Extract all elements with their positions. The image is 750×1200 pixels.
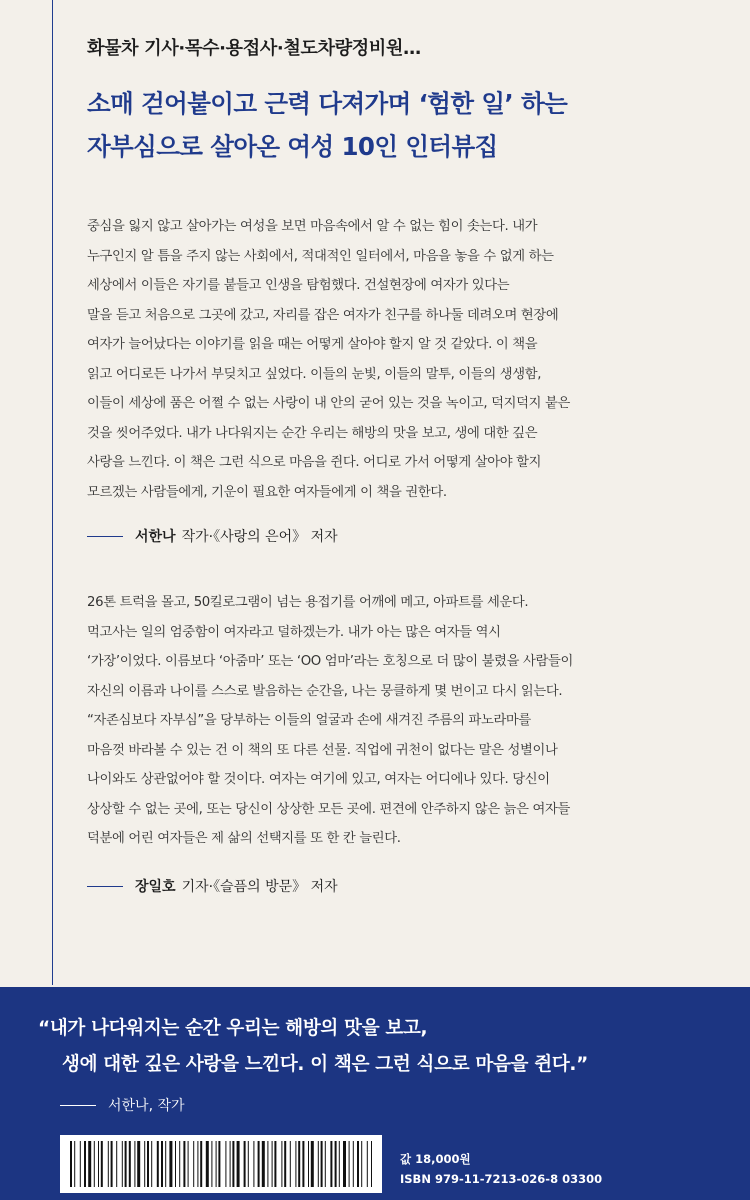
review-line: 모르겠는 사람들에게, 기운이 필요한 여자들에게 이 책을 권한다. bbox=[87, 484, 447, 500]
barcode-bar bbox=[129, 1141, 131, 1187]
review-line: 덕분에 어린 여자들은 제 삶의 선택지를 또 한 칸 늘린다. bbox=[87, 831, 401, 846]
barcode-bar bbox=[144, 1141, 145, 1187]
barcode-bar bbox=[197, 1141, 198, 1187]
barcode-bar bbox=[339, 1141, 340, 1187]
barcode-bar bbox=[272, 1141, 273, 1187]
review-line: 26톤 트럭을 몰고, 50킬로그램이 넘는 용접기를 어깨에 메고, 아파트를 세운다. bbox=[87, 595, 529, 610]
review-line: 읽고 어디로든 나가서 부딪치고 싶었다. 이들의 눈빛, 이들의 말투, 이들의 생생함, bbox=[87, 366, 542, 382]
barcode bbox=[60, 1135, 382, 1193]
kicker-text: 화물차 기사·목수·용접사·철도차량정비원… bbox=[87, 38, 421, 59]
barcode-bar bbox=[216, 1141, 217, 1187]
credit-dash bbox=[87, 536, 123, 537]
barcode-bar bbox=[101, 1141, 103, 1187]
barcode-bar bbox=[262, 1141, 265, 1187]
barcode-bar bbox=[125, 1141, 127, 1187]
barcode-bar bbox=[74, 1141, 75, 1187]
barcode-bar bbox=[321, 1141, 323, 1187]
barcode-bar bbox=[200, 1141, 202, 1187]
headline-line-2: 자부심으로 살아온 여성 10인 인터뷰집 bbox=[87, 132, 498, 161]
review-2-credit bbox=[87, 876, 338, 896]
barcode-bar bbox=[367, 1141, 368, 1187]
barcode-bar bbox=[274, 1141, 276, 1187]
review-line: 것을 씻어주었다. 내가 나다워지는 순간 우리는 해방의 맛을 보고, 생에 대한 깊은 bbox=[87, 425, 538, 441]
barcode-bar bbox=[94, 1141, 95, 1187]
barcode-bar bbox=[151, 1141, 152, 1187]
pull-quote-credit bbox=[60, 1095, 185, 1115]
review-1-body bbox=[87, 212, 707, 507]
barcode-bar bbox=[183, 1141, 185, 1187]
barcode-bar bbox=[302, 1141, 304, 1187]
barcode-bar bbox=[237, 1141, 240, 1187]
barcode-bar bbox=[98, 1141, 99, 1187]
quote-band bbox=[0, 987, 750, 1200]
pull-quote bbox=[38, 1011, 588, 1083]
price-info bbox=[400, 1149, 602, 1189]
barcode-bar bbox=[371, 1141, 372, 1187]
margin-rule bbox=[52, 0, 53, 985]
review-2-body bbox=[87, 588, 707, 854]
barcode-bar bbox=[161, 1141, 163, 1187]
barcode-bar bbox=[179, 1141, 180, 1187]
credit-role: 작가·《사랑의 은어》 저자 bbox=[181, 529, 338, 545]
barcode-bar bbox=[318, 1141, 319, 1187]
barcode-bar bbox=[175, 1141, 176, 1187]
barcode-bar bbox=[325, 1141, 326, 1187]
review-line: 마음껏 바라볼 수 있는 건 이 책의 또 다른 선물. 직업에 귀천이 없다는 말은 성별이나 bbox=[87, 742, 558, 758]
barcode-bar bbox=[157, 1141, 159, 1187]
barcode-bar bbox=[353, 1141, 354, 1187]
review-line: 자신의 이름과 나이를 스스로 발음하는 순간을, 나는 뭉클하게 몇 번이고 다시 읽는다. bbox=[87, 683, 563, 699]
barcode-bar bbox=[343, 1141, 346, 1187]
barcode-bar bbox=[80, 1141, 81, 1187]
barcode-bar bbox=[349, 1141, 350, 1187]
barcode-bar bbox=[361, 1141, 362, 1187]
barcode-bar bbox=[357, 1141, 359, 1187]
barcode-bar bbox=[308, 1141, 309, 1187]
review-line: 말을 듣고 처음으로 그곳에 갔고, 자리를 잡은 여자가 친구를 하나둘 데려오며 현장에 bbox=[87, 307, 559, 323]
barcode-bar bbox=[134, 1141, 135, 1187]
barcode-bar bbox=[137, 1141, 140, 1187]
review-line: 이들이 세상에 품은 어쩔 수 없는 사랑이 내 안의 굳어 있는 것을 녹이고, 덕지덕지 붙은 bbox=[87, 396, 570, 411]
barcode-bar bbox=[290, 1141, 291, 1187]
barcode-bar bbox=[230, 1141, 231, 1187]
credit-name: 장일호 bbox=[135, 879, 176, 895]
review-line: 세상에서 이들은 자기를 붙들고 인생을 탐험했다. 건설현장에 여자가 있다는 bbox=[87, 278, 510, 293]
barcode-bar bbox=[193, 1141, 194, 1187]
credit-dash bbox=[60, 1105, 96, 1106]
headline bbox=[87, 82, 707, 168]
barcode-bar bbox=[311, 1141, 314, 1187]
barcode-bar bbox=[108, 1141, 109, 1187]
pull-quote-line-2: 생에 대한 깊은 사랑을 느낀다. 이 책은 그런 식으로 마음을 쥔다.” bbox=[62, 1054, 588, 1075]
review-line: 누구인지 알 틈을 주지 않는 사회에서, 적대적인 일터에서, 마음을 놓을 수 없게 하는 bbox=[87, 248, 554, 264]
barcode-bar bbox=[284, 1141, 286, 1187]
barcode-bar bbox=[295, 1141, 296, 1187]
credit-name: 서한나 bbox=[135, 529, 176, 545]
barcode-bar bbox=[253, 1141, 254, 1187]
barcode-bar bbox=[244, 1141, 246, 1187]
barcode-bar bbox=[188, 1141, 189, 1187]
credit-role: 기자·《슬픔의 방문》 저자 bbox=[181, 879, 338, 895]
review-line: “자존심보다 자부심”을 당부하는 이들의 얼굴과 손에 새겨진 주름의 파노라마를 bbox=[87, 713, 531, 728]
barcode-bar bbox=[122, 1141, 123, 1187]
isbn-text: ISBN 979-11-7213-026-8 03300 bbox=[400, 1172, 603, 1186]
review-line: 사랑을 느낀다. 이 책은 그런 식으로 마음을 쥔다. 어디로 가서 어떻게 살아야 할지 bbox=[87, 455, 542, 470]
barcode-bar bbox=[116, 1141, 117, 1187]
pull-quote-credit-text: 서한나, 작가 bbox=[108, 1098, 185, 1114]
barcode-bar bbox=[225, 1141, 226, 1187]
review-line: ‘가장’이었다. 이름보다 ‘아줌마’ 또는 ‘OO 엄마’라는 호칭으로 더 많이 불렸을 사람들이 bbox=[87, 654, 573, 669]
review-1-credit bbox=[87, 526, 338, 546]
barcode-bar bbox=[281, 1141, 282, 1187]
barcode-bar bbox=[248, 1141, 249, 1187]
review-line: 여자가 늘어났다는 이야기를 읽을 때는 어떻게 살아야 할지 알 것 같았다. 이 책을 bbox=[87, 337, 538, 352]
price-text: 값 18,000원 bbox=[400, 1152, 471, 1166]
review-line: 중심을 잃지 않고 살아가는 여성을 보면 마음속에서 알 수 없는 힘이 솟는다. 내가 bbox=[87, 219, 538, 234]
review-line: 먹고사는 일의 엄중함이 여자라고 덜하겠는가. 내가 아는 많은 여자들 역시 bbox=[87, 624, 501, 640]
credit-dash bbox=[87, 886, 123, 887]
barcode-bar bbox=[267, 1141, 268, 1187]
barcode-bar bbox=[335, 1141, 337, 1187]
headline-line-1: 소매 걷어붙이고 근력 다져가며 ‘험한 일’ 하는 bbox=[87, 89, 568, 118]
barcode-bar bbox=[330, 1141, 332, 1187]
barcode-bar bbox=[165, 1141, 166, 1187]
barcode-bar bbox=[258, 1141, 260, 1187]
barcode-bar bbox=[232, 1141, 234, 1187]
pull-quote-line-1: “내가 나다워지는 순간 우리는 해방의 맛을 보고, bbox=[38, 1018, 428, 1039]
barcode-bar bbox=[88, 1141, 91, 1187]
barcode-bar bbox=[211, 1141, 212, 1187]
barcode-bar bbox=[298, 1141, 300, 1187]
barcode-bar bbox=[147, 1141, 149, 1187]
barcode-bar bbox=[84, 1141, 86, 1187]
review-line: 상상할 수 없는 곳에, 또는 당신이 상상한 모든 곳에. 편견에 안주하지 않은 늙은 여자들 bbox=[87, 801, 570, 817]
barcode-bar bbox=[111, 1141, 113, 1187]
barcode-bar bbox=[169, 1141, 172, 1187]
barcode-bar bbox=[206, 1141, 209, 1187]
barcode-bar bbox=[218, 1141, 220, 1187]
barcode-graphic bbox=[60, 1135, 382, 1193]
review-line: 나이와도 상관없어야 할 것이다. 여자는 여기에 있고, 여자는 어디에나 있다. 당신이 bbox=[87, 772, 550, 787]
barcode-bar bbox=[70, 1141, 72, 1187]
